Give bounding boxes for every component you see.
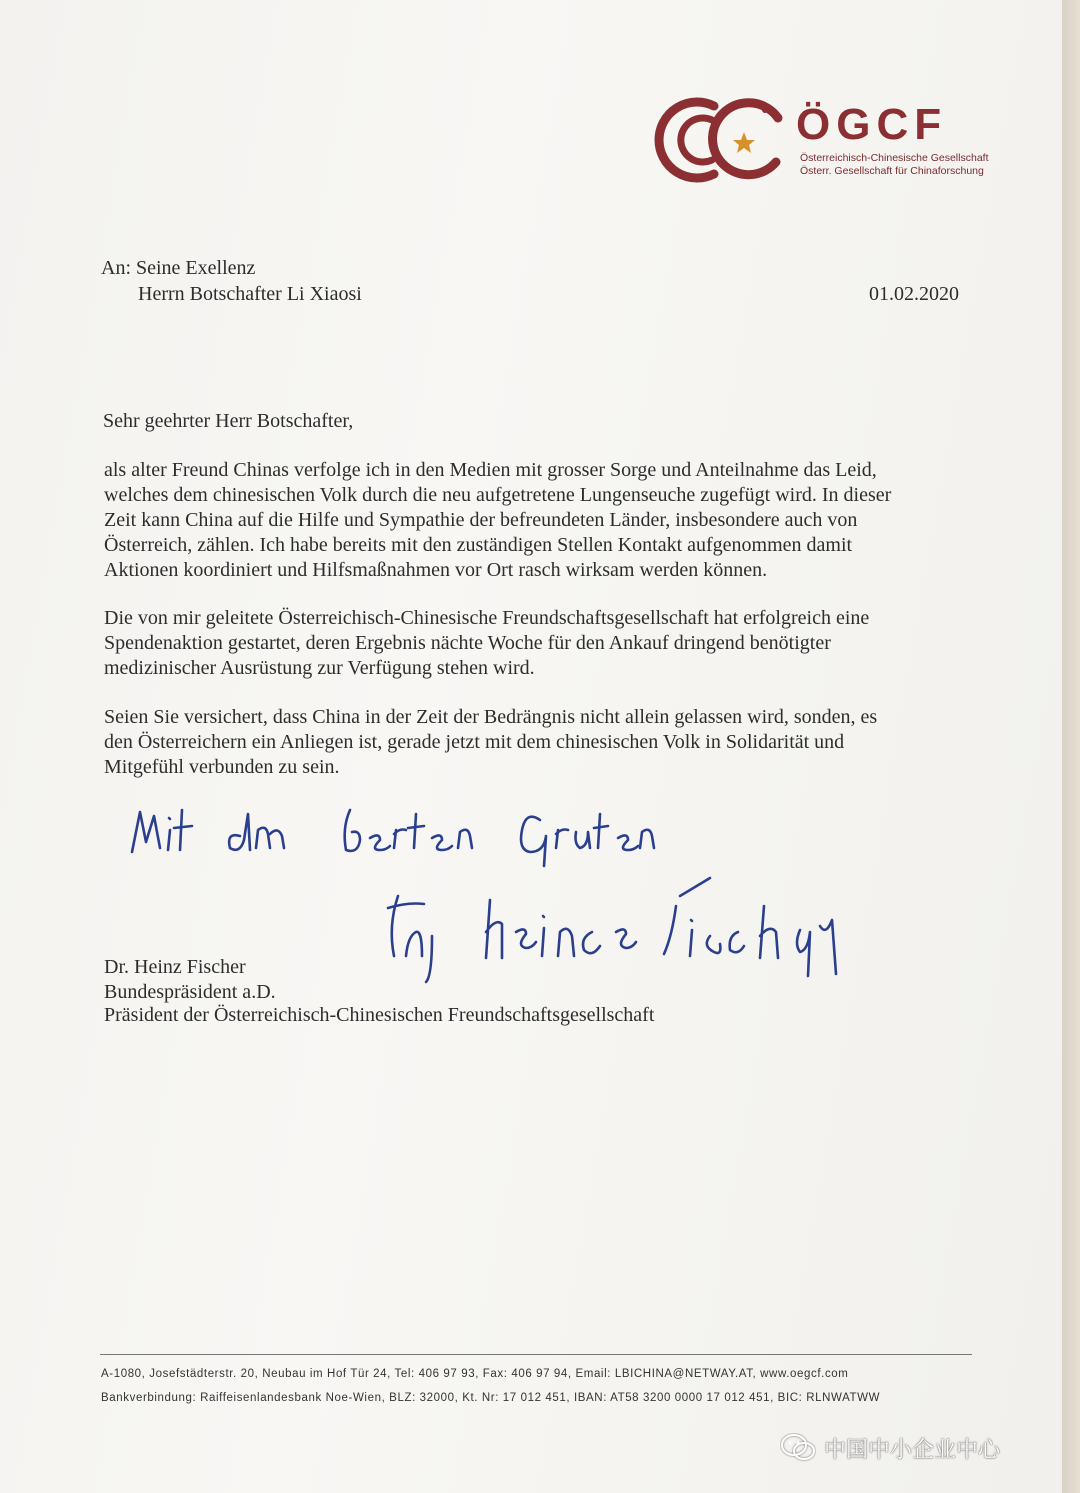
background-edge (1062, 0, 1080, 1493)
handwritten-closing (120, 790, 720, 870)
paragraph-1 (104, 458, 891, 583)
letter-date: 01.02.2020 (869, 283, 959, 305)
logo-wordmark: ÖGCF (796, 100, 948, 149)
footer-address: A-1080, Josefstädterstr. 20, Neubau im Hof Tür 24, Tel: 406 97 93, Fax: 406 97 94, Email: LBICHINA@NETWAY.AT, www.oegcf.com (101, 1368, 849, 1380)
paragraph-line: Seien Sie versichert, dass China in der Zeit der Bedrängnis nicht allein gelassen wird, sonden, es (104, 706, 878, 728)
paragraph-line: als alter Freund Chinas verfolge ich in den Medien mit grosser Sorge und Anteilnahme das Leid, (104, 459, 877, 481)
letterhead-logo (652, 92, 989, 188)
paragraph-line: Österreich, zählen. Ich habe bereits mit den zuständigen Stellen Kontakt aufgenommen damit (104, 534, 853, 556)
paragraph-line: Mitgefühl verbunden zu sein. (104, 756, 340, 778)
wechat-icon (780, 1433, 816, 1463)
paragraph-line: Spendenaktion gestartet, deren Ergebnis nächte Woche für den Ankauf dringend benötigter (104, 632, 831, 654)
logo-rings-icon (652, 92, 792, 188)
paragraph-2 (104, 606, 869, 681)
paragraph-line: medizinischer Ausrüstung zur Verfügung stehen wird. (104, 657, 535, 679)
salutation: Sehr geehrter Herr Botschafter, (103, 410, 354, 432)
address-line-2: Herrn Botschafter Li Xiaosi (138, 283, 362, 305)
footer-divider (100, 1354, 972, 1355)
paragraph-line: den Österreichern ein Anliegen ist, gerade jetzt mit dem chinesischen Volk in Solidarität und (104, 731, 845, 753)
paragraph-line: Zeit kann China auf die Hilfe und Sympathie der befreundeten Länder, insbesondere auch von (104, 509, 858, 531)
watermark-text: 中国中小企业中心 (824, 1437, 1001, 1463)
address-line-1: An: Seine Exellenz (101, 257, 256, 279)
logo-subtitle-1: Österreichisch-Chinesische Gesellschaft (800, 152, 989, 164)
logo-subtitle-2: Österr. Gesellschaft für Chinaforschung (800, 165, 984, 177)
signatory-title-1: Bundespräsident a.D. (104, 981, 276, 1003)
paragraph-line: Aktionen koordiniert und Hilfsmaßnahmen vor Ort rasch wirksam werden können. (104, 559, 768, 581)
paragraph-line: welches dem chinesischen Volk durch die neu aufgetretene Lungenseuche zugefügt wird. In dieser (104, 484, 892, 506)
watermark (780, 1428, 1000, 1468)
paragraph-line: Die von mir geleitete Österreichisch-Chinesische Freundschaftsgesellschaft hat erfolgreich eine (104, 607, 870, 629)
footer-bank: Bankverbindung: Raiffeisenlandesbank Noe-Wien, BLZ: 32000, Kt. Nr: 17 012 451, IBAN: AT58 3200 0000 17 012 451, BIC: RLNWATWW (101, 1392, 881, 1404)
paragraph-3 (104, 705, 877, 780)
signatory-name: Dr. Heinz Fischer (104, 956, 246, 978)
signatory-title-2: Präsident der Österreichisch-Chinesischen Freundschaftsgesellschaft (104, 1004, 655, 1026)
handwritten-signature (380, 866, 860, 986)
